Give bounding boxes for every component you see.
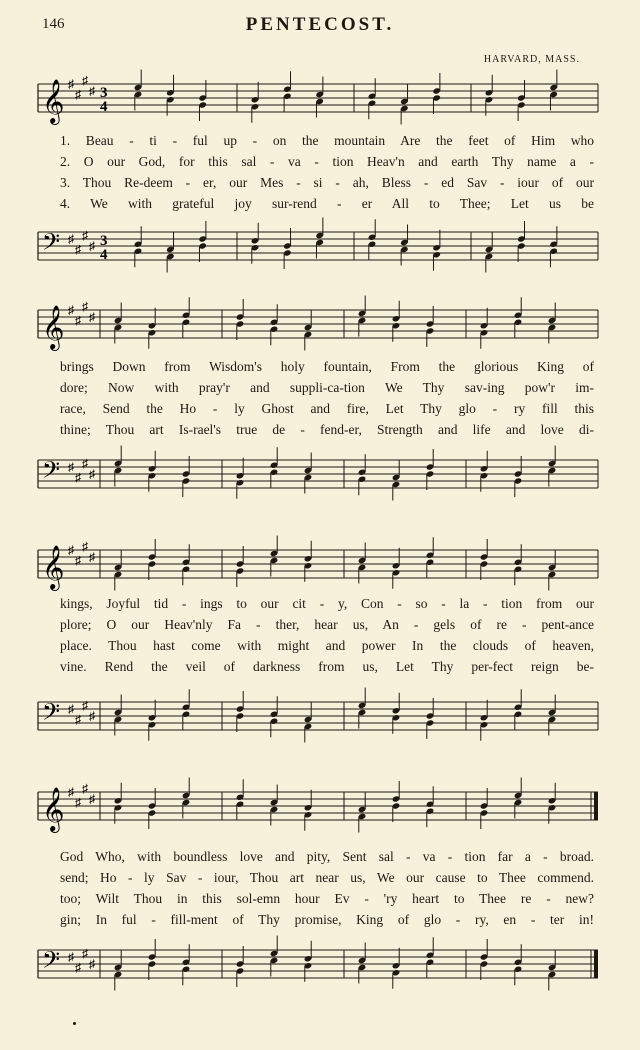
sharp-icon: ♯ (68, 950, 74, 964)
verse-block (60, 356, 594, 440)
treble-staff (30, 298, 605, 360)
sharp-icon: ♯ (68, 785, 74, 799)
sharp-icon: ♯ (75, 960, 81, 975)
ink-speck (73, 1022, 76, 1025)
bass-clef-icon: 𝄢 (42, 228, 61, 261)
sharp-icon: ♯ (82, 228, 88, 243)
verse-line: send; Ho - ly Sav - iour, Thou art near us, We our cause to Thee commend. (60, 870, 594, 885)
sharp-icon: ♯ (89, 310, 95, 324)
final-barline-thick (594, 792, 598, 820)
verse-line: gin; In ful - fill-ment of Thy promise, King of glo - ry, en - ter in! (60, 912, 594, 927)
verse-line: thine; Thou art Is-rael's true de - fend-er, Strength and life and love di- (60, 422, 594, 437)
verse-line: kings, Joyful tid - ings to our cit - y, Con - so - la - tion from our (60, 596, 594, 611)
sharp-icon: ♯ (68, 77, 74, 91)
sharp-icon: ♯ (68, 232, 74, 246)
bass-clef-icon: 𝄢 (42, 456, 61, 489)
page-number: 146 (42, 16, 65, 32)
time-signature-top: 3 (100, 85, 108, 101)
sharp-icon: ♯ (89, 467, 95, 481)
sharp-icon: ♯ (75, 553, 81, 568)
sharp-icon: ♯ (82, 539, 88, 554)
sharp-icon: ♯ (82, 299, 88, 314)
treble-clef-icon: 𝄞 (42, 79, 65, 123)
bass-clef-icon: 𝄢 (42, 946, 61, 979)
sharp-icon: ♯ (75, 313, 81, 328)
verse-block (60, 593, 594, 677)
sharp-icon: ♯ (75, 87, 81, 102)
bass-staff (30, 220, 605, 282)
sharp-icon: ♯ (75, 795, 81, 810)
verse-block (60, 130, 594, 214)
sharp-icon: ♯ (82, 698, 88, 713)
sharp-icon: ♯ (82, 73, 88, 88)
sharp-icon: ♯ (68, 303, 74, 317)
verse-line: vine. Rend the veil of darkness from us, Let Thy per-fect reign be- (60, 659, 594, 674)
sharp-icon: ♯ (89, 84, 95, 98)
bass-staff (30, 938, 605, 1000)
verse-block (60, 846, 594, 930)
treble-staff (30, 780, 605, 842)
verse-line: dore; Now with pray'r and suppli-ca-tion We Thy sav-ing pow'r im- (60, 380, 594, 395)
sharp-icon: ♯ (89, 957, 95, 971)
sharp-icon: ♯ (82, 946, 88, 961)
verse-line: brings Down from Wisdom's holy fountain, From the glorious King of (60, 359, 594, 374)
sharp-icon: ♯ (68, 702, 74, 716)
sharp-icon: ♯ (75, 470, 81, 485)
hymn-title: PENTECOST. (245, 14, 395, 35)
final-barline-thick (594, 950, 598, 978)
sharp-icon: ♯ (82, 781, 88, 796)
verse-line: plore; O our Heav'nly Fa - ther, hear us, An - gels of re - pent-ance (60, 617, 594, 632)
treble-clef-icon: 𝄞 (42, 545, 65, 589)
sharp-icon: ♯ (89, 792, 95, 806)
tune-source: HARVARD, MASS. (483, 54, 580, 65)
verse-line: race, Send the Ho - ly Ghost and fire, Let Thy glo - ry fill this (60, 401, 594, 416)
verse-line: 4. We with grateful joy sur-rend - er All to Thee; Let us be (60, 196, 594, 211)
sharp-icon: ♯ (68, 460, 74, 474)
verse-line: 2. O our God, for this sal - va - tion Heav'n and earth Thy name a - (60, 154, 594, 169)
verse-line: God Who, with boundless love and pity, Sent sal - va - tion far a - broad. (60, 849, 594, 864)
sharp-icon: ♯ (89, 550, 95, 564)
treble-clef-icon: 𝄞 (42, 787, 65, 831)
sharp-icon: ♯ (89, 709, 95, 723)
bass-clef-icon: 𝄢 (42, 698, 61, 731)
treble-staff (30, 538, 605, 600)
sharp-icon: ♯ (82, 456, 88, 471)
treble-clef-icon: 𝄞 (42, 305, 65, 349)
sharp-icon: ♯ (89, 239, 95, 253)
time-signature-top: 3 (100, 233, 108, 249)
time-signature-bottom: 4 (100, 99, 108, 115)
verse-line: place. Thou hast come with might and power In the clouds of heaven, (60, 638, 594, 653)
bass-staff (30, 690, 605, 752)
treble-staff (30, 72, 605, 134)
verse-line: 1. Beau - ti - ful up - on the mountain Are the feet of Him who (60, 133, 594, 148)
bass-staff (30, 448, 605, 510)
sharp-icon: ♯ (75, 242, 81, 257)
verse-line: 3. Thou Re-deem - er, our Mes - si - ah, Bless - ed Sav - iour of our (60, 175, 594, 190)
time-signature-bottom: 4 (100, 247, 108, 263)
sharp-icon: ♯ (75, 712, 81, 727)
verse-line: too; Wilt Thou in this sol-emn hour Ev - 'ry heart to Thee re - new? (60, 891, 594, 906)
sharp-icon: ♯ (68, 543, 74, 557)
